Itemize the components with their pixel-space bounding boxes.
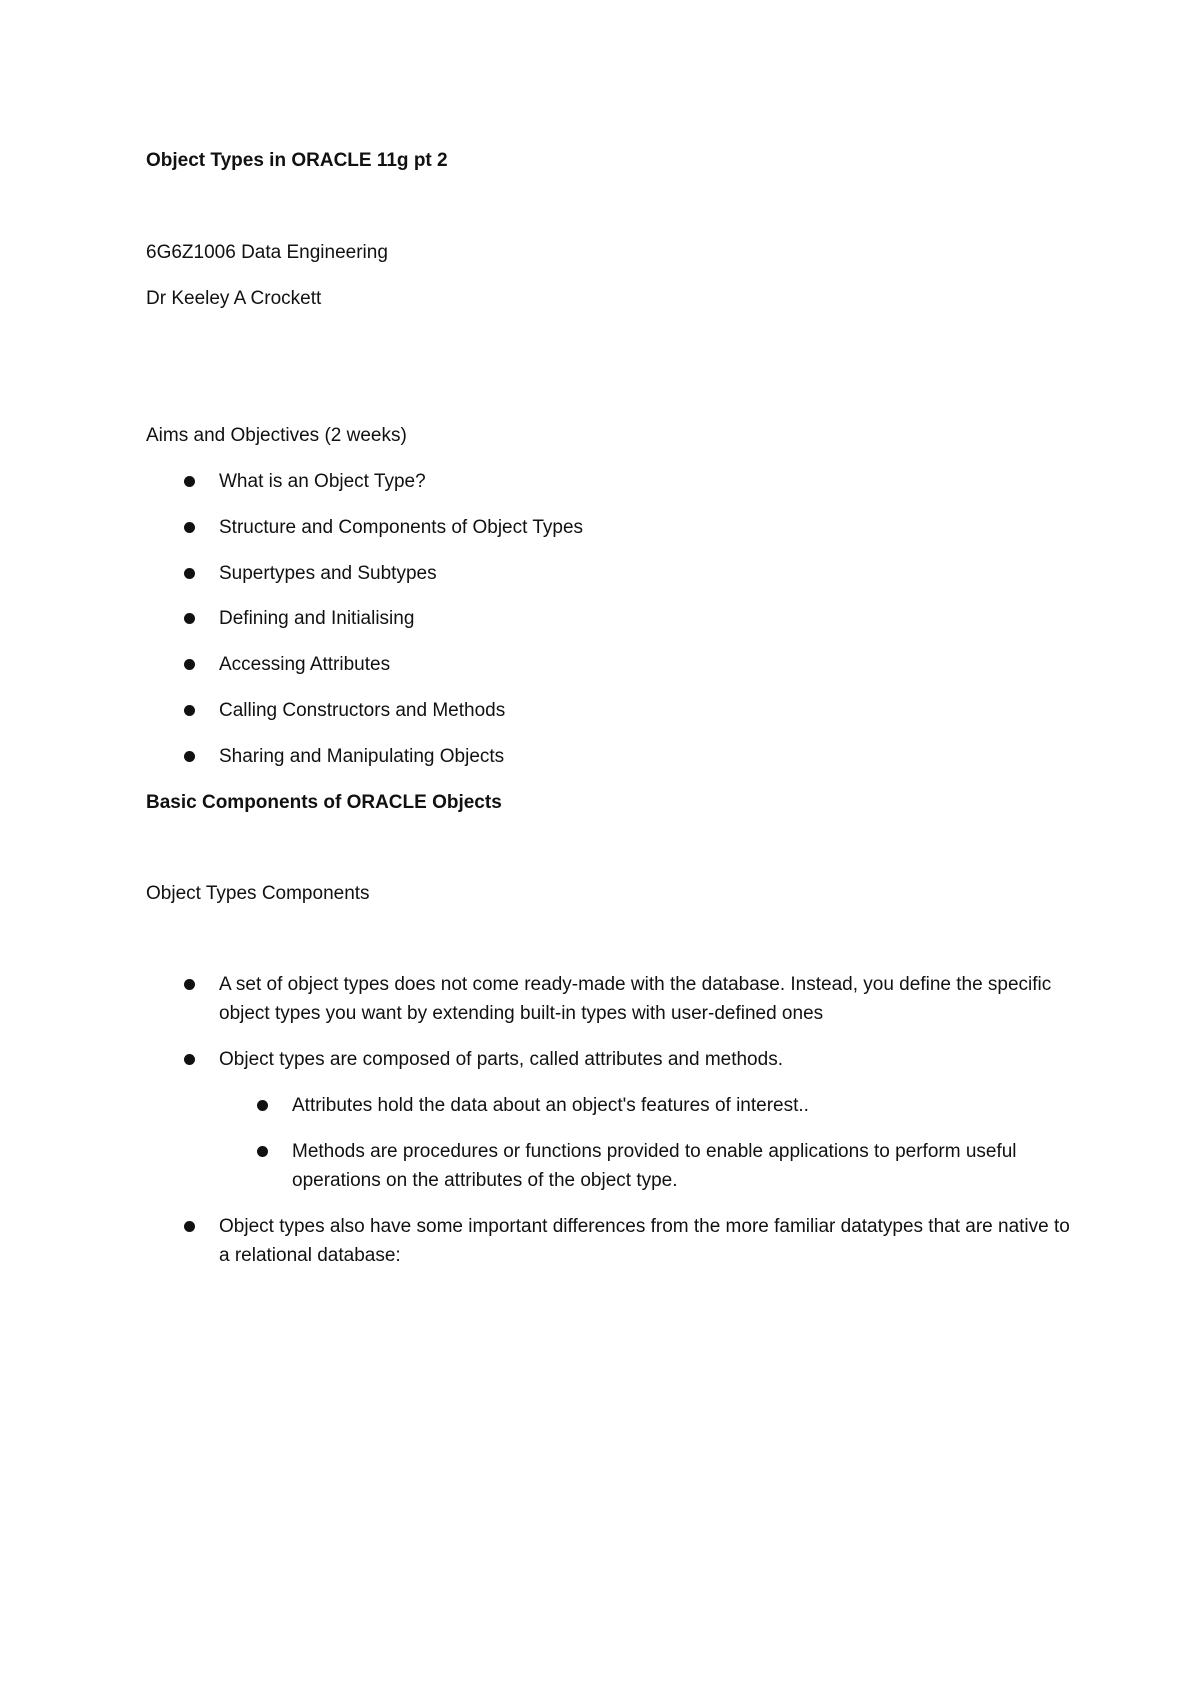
list-item-text: Object types are composed of parts, called attributes and methods. [219, 1049, 783, 1070]
document-title: Object Types in ORACLE 11g pt 2 [146, 150, 448, 171]
list-item-text: Calling Constructors and Methods [219, 700, 506, 721]
bullet-icon [184, 705, 195, 716]
list-item-text: Supertypes and Subtypes [219, 563, 437, 584]
section-heading: Basic Components of ORACLE Objects [146, 792, 502, 813]
list-item-text: Attributes hold the data about an object's features of interest.. [292, 1095, 809, 1116]
list-item-text: Accessing Attributes [219, 654, 391, 675]
list-item-text: Sharing and Manipulating Objects [219, 746, 505, 767]
bullet-icon [184, 568, 195, 579]
bullet-icon [184, 476, 195, 487]
list-item-text: Methods are procedures or functions provided to enable applications to perform useful operations on the attributes of the object type. [292, 1141, 1017, 1191]
bullet-icon [184, 522, 195, 533]
author-name: Dr Keeley A Crockett [146, 288, 322, 309]
course-code: 6G6Z1006 Data Engineering [146, 242, 388, 263]
list-item-text: Defining and Initialising [219, 608, 415, 629]
bullet-icon [184, 1054, 195, 1065]
list-item-text: Object types also have some important differences from the more familiar datatypes that are native to a relational database: [219, 1216, 1070, 1266]
bullet-icon [257, 1100, 268, 1111]
bullet-icon [184, 659, 195, 670]
bullet-icon [184, 751, 195, 762]
list-item-text: Structure and Components of Object Types [219, 517, 584, 538]
list-item-text: What is an Object Type? [219, 471, 426, 492]
list-item-text: A set of object types does not come ready-made with the database. Instead, you define the specific object types you want by extending built-in types with user-defined ones [219, 974, 1052, 1024]
bullet-icon [184, 1221, 195, 1232]
bullet-icon [257, 1146, 268, 1157]
aims-heading: Aims and Objectives (2 weeks) [146, 425, 407, 446]
subsection-heading: Object Types Components [146, 883, 370, 904]
bullet-icon [184, 979, 195, 990]
bullet-icon [184, 613, 195, 624]
